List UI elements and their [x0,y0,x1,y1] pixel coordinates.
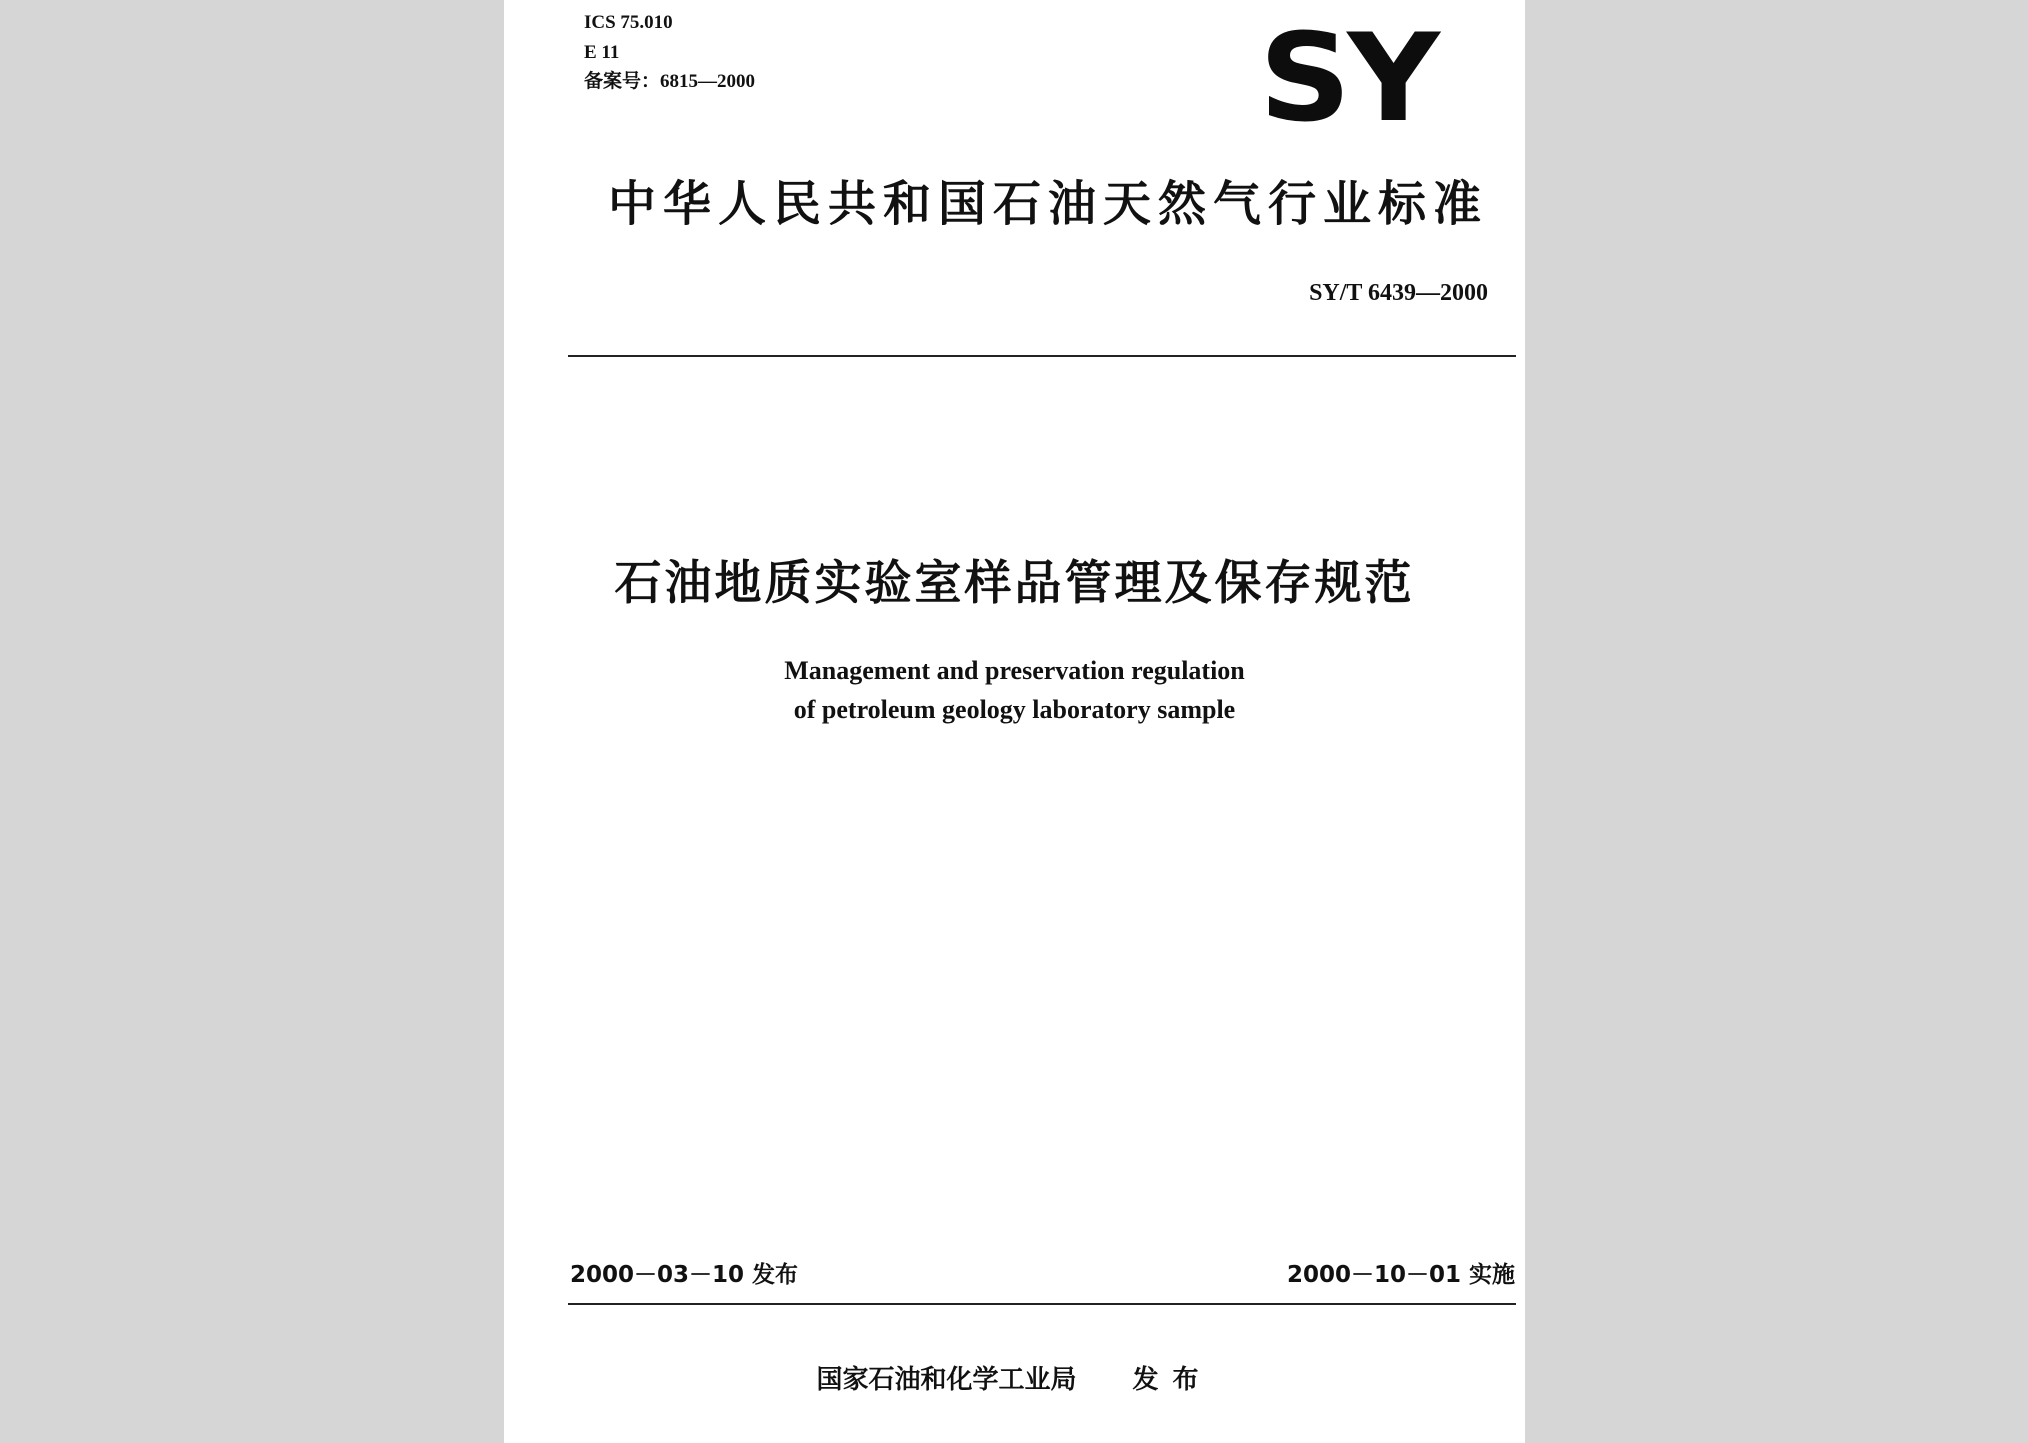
registration-number: 备案号：6815—2000 [584,71,756,92]
publisher-line [504,1364,1525,1396]
standard-category-title: 中华人民共和国石油天然气行业标准 [608,176,1489,232]
publisher-name: 国家石油和化学工业局 [816,1365,1077,1395]
bottom-divider [568,1303,1516,1305]
implementation-date: 2000－10－01 实施 [1286,1262,1515,1288]
document-title-english-line2: of petroleum geology laboratory sample [793,695,1236,724]
ics-code: ICS 75.010 [584,12,673,33]
top-divider [568,355,1516,357]
sy-logo: SY [1259,7,1436,150]
publish-action: 发布 [1132,1365,1213,1395]
document-title-chinese: 石油地质实验室样品管理及保存规范 [614,556,1415,611]
standard-number: SY/T 6439—2000 [1309,280,1488,306]
issue-date: 2000－03－10 发布 [570,1262,799,1288]
document-title-english-line1: Management and preservation regulation [784,656,1245,685]
classification-code: E 11 [584,42,620,63]
document-page [504,0,1525,1443]
